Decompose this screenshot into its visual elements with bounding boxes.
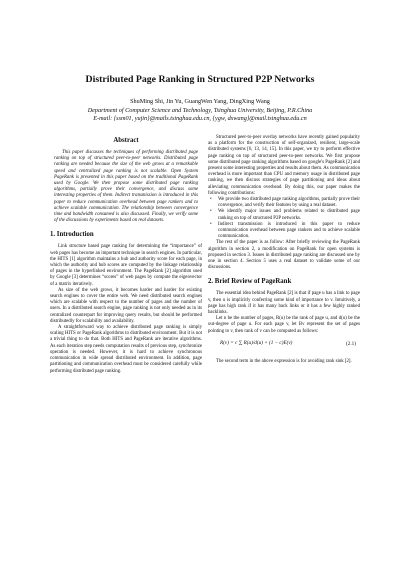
- section-2-heading: 2. Brief Review of PageRank: [208, 278, 292, 286]
- contribution-item: • We provide two distributed page ranking algorithms, partially prove their convergence, and verify their features by using a real dataset.: [218, 197, 360, 209]
- equation-expression: R(v) = c ∑ R(u)/d(u) + (1 − c)E(v): [220, 339, 293, 346]
- contribution-item: • Indirect transmission is introduced in this paper to reduce communication overhead between page rankers and to achieve scalable communication.: [218, 222, 360, 241]
- right-column: [208, 135, 360, 365]
- contributions-list: [208, 197, 360, 240]
- section-1-heading: 1. Introduction: [50, 231, 94, 239]
- review-paragraph: The essential idea behind PageRank [2] is that if page u has a link to page v, then u is implicitly conferring some kind of importance to v. Intuitively, a page has high rank if it has many back links or it has a few highly ranked backlinks.: [208, 291, 360, 316]
- contribution-item: • We identify major issues and problems related to distributed page ranking on top of structured P2P networks.: [218, 209, 360, 221]
- equation-2-1: [208, 337, 360, 357]
- left-column: [50, 135, 202, 375]
- review-paragraph: The second term in the above expression is for avoiding rank sink [2].: [216, 358, 352, 364]
- review-paragraph: Let n be the number of pages, R(u) be the rank of page u, and d(u) be the out-degree of page u. For each page v, let Bv represent the set of pages pointing to v, then rank of v can be computed as follows:: [208, 316, 360, 334]
- paper-email: E-mail: {ssm01, yujin}@mails.tsinghua.edu.cn, {ygw, dxwang}@mail.tsinghua.edu.cn: [93, 115, 307, 122]
- intro-paragraph: Structured peer-to-peer overlay networks have recently gained popularity as a platform for the construction of self-organized, resilient, large-scale distributed systems [6, 13, 14, 15]. In this paper, we try to perform effective page ranking on top of structured peer-to-peer networks. We first propose some distributed page ranking algorithms based on google's PageRank [2] and present some interesting properties and results about them. As communication overhead is more important than CPU and memory usage in distributed page ranking, we then discuss strategies of page partitioning and ideas about alleviating communication overhead. By doing this, our paper makes the following contributions:: [208, 135, 360, 196]
- paper-title: Distributed Page Ranking in Structured P2P Networks: [85, 74, 315, 85]
- abstract-heading: Abstract: [113, 137, 139, 144]
- intro-paragraph: As size of the web grows, it becomes harder and harder for existing search engines to cover the entire web. We need distributed search engines which are scalable with respect to the number of pages and the number of users. In a distributed search engine, page ranking is not only needed as in its centralized counterpart for improving query results, but should be performed distributedly for scalability and availability.: [50, 287, 202, 324]
- intro-paragraph: Link structure based page ranking for determining the “importance” of web pages has become an important technique in search engines. In particular, the HITS [1] algorithm maintains a hub and authority score for each page, in which the authority and hub scores are computed by the linkage relationship of pages in the hyperlinked environment. The PageRank [2] algorithm used by Google [3] determines “scores” of web pages by compute the eigenvector of a matrix iteratively.: [50, 244, 202, 287]
- intro-closing-paragraph: The rest of the paper is as follow: After briefly reviewing the PageRank algorithm in section 2, a modification on PageRank for open systems is proposed in section 3. Issues in distributed page ranking are discussed one by one in section 4. Section 5 uses a real dataset to validate some of our discussions.: [208, 240, 360, 271]
- intro-paragraph: A straightforward way to achieve distributed page ranking is simply scaling HITS or PageRank algorithms to distributed environment. But it is not a trivial thing to do that. Both HITS and PageRank are iterative algorithms. As each iteration step needs computation results of previous step, synchronize operation is needed. However, it is hard to achieve synchronous communication in wide spread distributed environment. In addition, page partitioning and communication overhead must be considered carefully while performing distributed page ranking.: [50, 325, 202, 374]
- paper-authors: ShuMing Shi, Jin Yu, GuangWen Yang, DingXing Wang: [130, 98, 270, 105]
- equation-number: (2.1): [346, 340, 356, 347]
- abstract-text: This paper discusses the techniques of performing distributed page ranking on top of structured peer-to-peer networks. Distributed page ranking are needed because the size of the web grows at a remarkable speed and centralized page ranking is not scalable. Open System PageRank is presented in this paper based on the traditional PageRank used by Google. We then propose some distributed page ranking algorithms, partially prove their convergence, and discuss some interesting properties of them. Indirect transmission is introduced in this paper to reduce communication overhead between page rankers and to achieve scalable communication. The relationship between convergence time and bandwidth consumed is also discussed. Finally, we verify some of the discussions by experiments based on real datasets.: [54, 150, 198, 224]
- paper-affiliation: Department of Computer Science and Technology, Tsinghua University, Beijing, P.R.China: [87, 107, 313, 114]
